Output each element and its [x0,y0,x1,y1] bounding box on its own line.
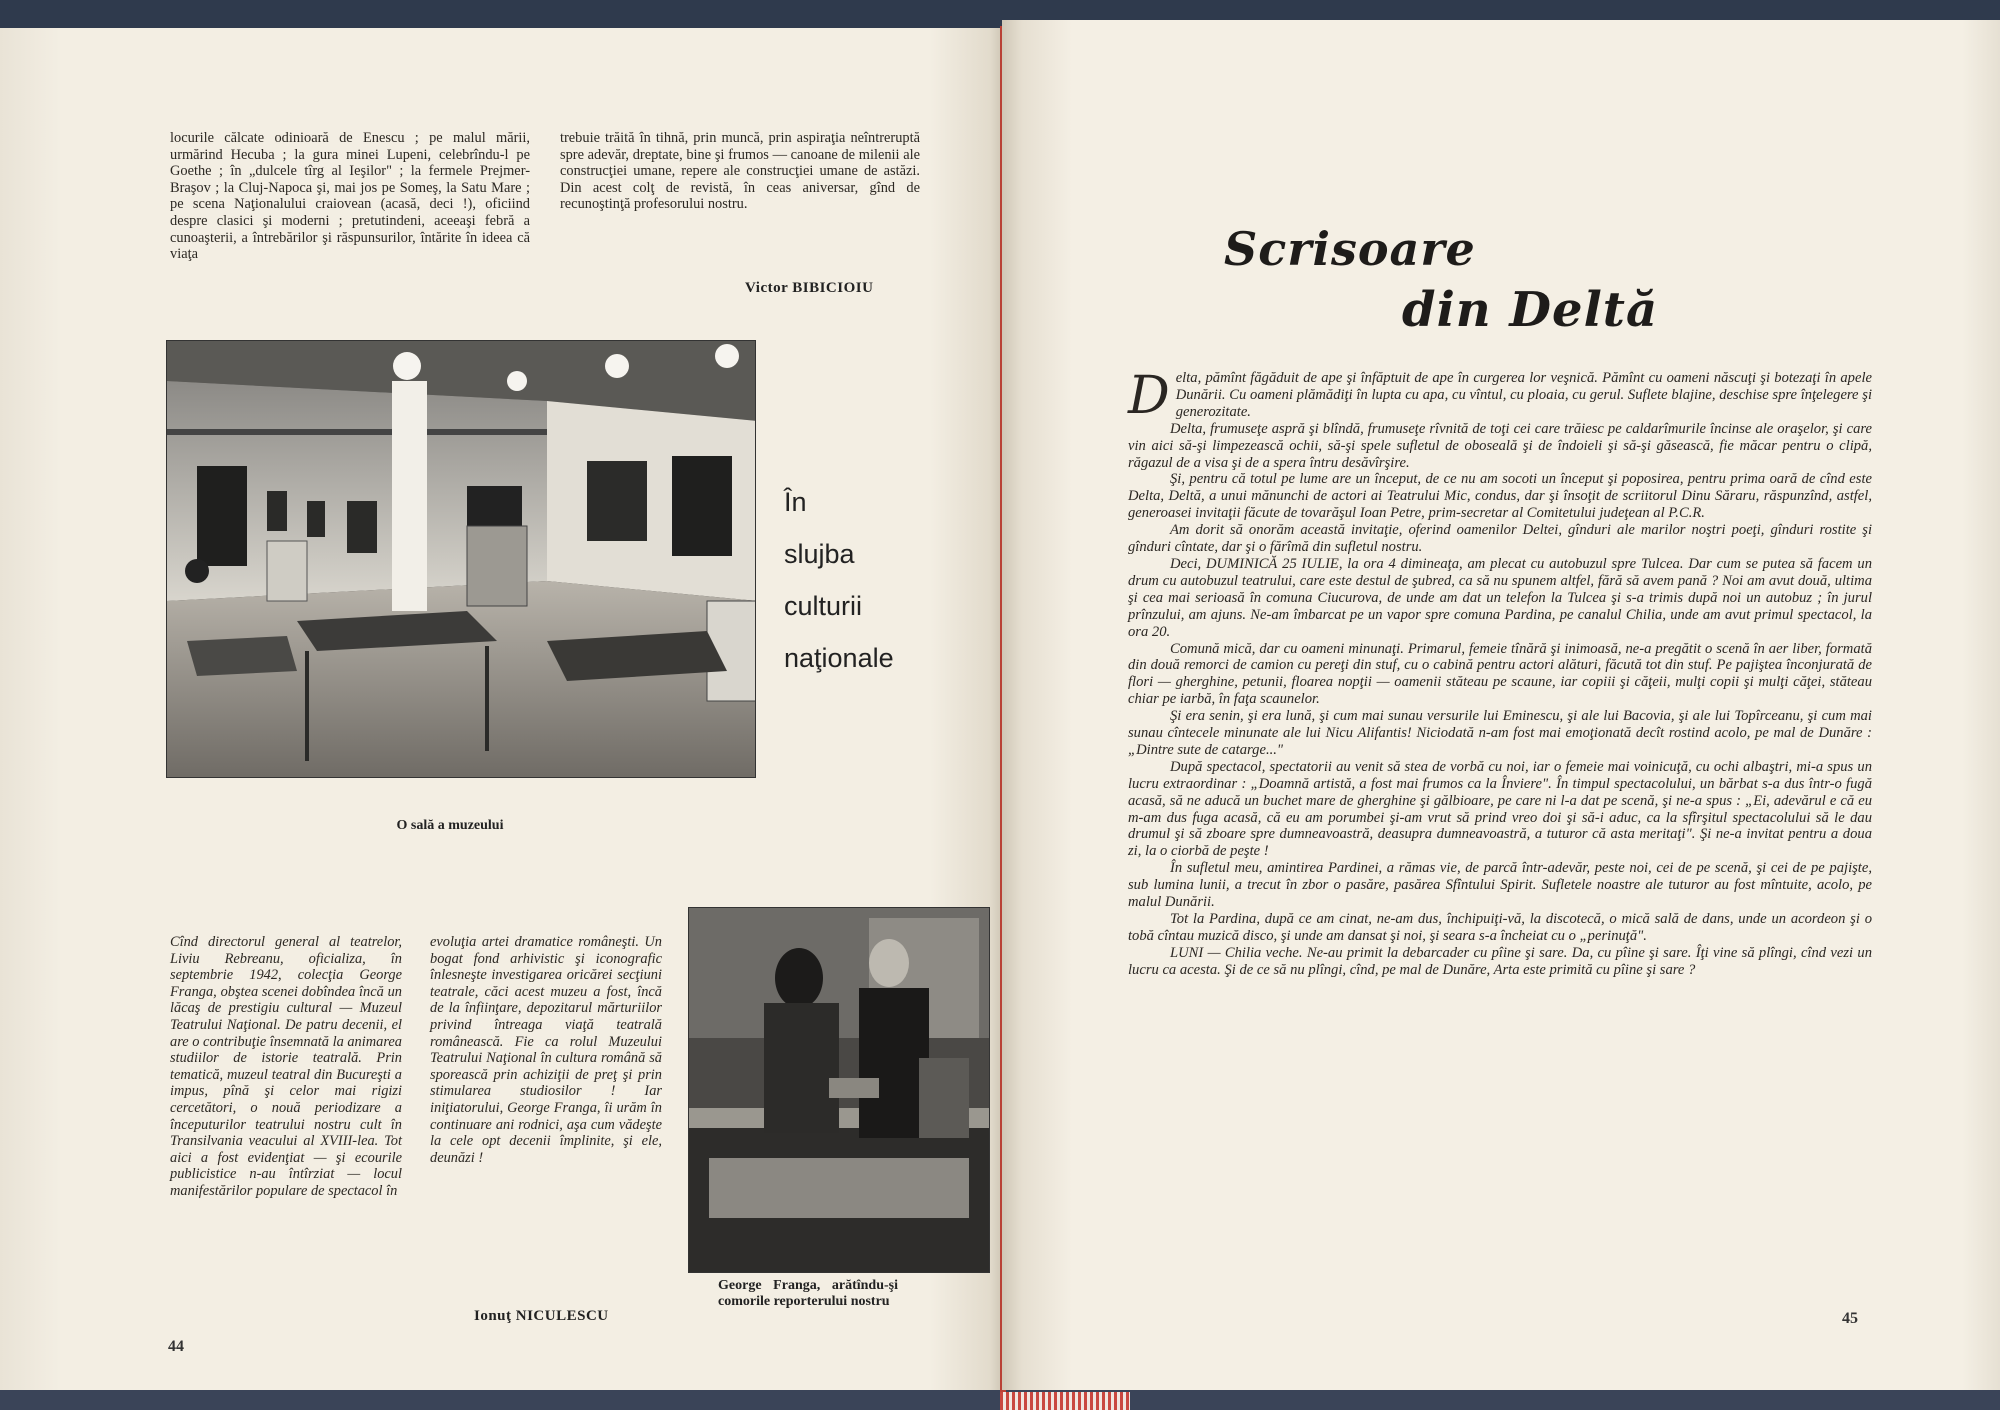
paragraph-7: Şi era senin, şi era lună, şi cum mai sunau versurile lui Eminescu, şi ale lui Bacovia, şi ale lui Topîrceanu, şi cum mai sunau cîntecele minunate ale lui Nicu Alifantis! Niciodată n-am fost mai emoţionată decît rostind acolo, pe mal de Dunăre : „Dintre sute de catarge..." [1128,708,1872,758]
right-page [1002,20,2000,1390]
paragraph-2: Delta, frumuseţe aspră şi blîndă, frumuseţe rîvnită de toţi cei care trăiesc pe caldarîmurile încinse ale oraşelor, şi care vin aici să-şi limpezească ochii, să-şi spele sufletul de oboseală şi de îndoieli şi să-şi găsească, fie măcar pentru o clipă, răgazul de a visa şi de a spera întru desăvîrşire. [1128,420,1872,471]
bottom-column-2: evoluţia artei dramatice româneşti. Un bogat fond arhivistic şi iconografic înlesneşte investigarea oricărei secţiuni teatrale, căci acest muzeu a fost, încă de la înfiinţare, depozitarul mărturiilor privind întreaga viaţă teatrală românească. Fie ca rolul Muzeului Teatrului Naţional în cultura română să sporească prin achiziţii de preţ şi prin stimularea studiosilor ! Iar iniţiatorului, George Franga, îi urăm în continuare ani rodnici, aşa cum vădeşte la cele opt decenii împlinite, şi ele, deunăzi ! [430,934,662,1166]
drop-cap: D [1128,366,1170,426]
george-franga-image [689,908,990,1273]
george-franga-caption-text: George Franga, arătîndu-şi comorile reporterului nostru [718,1278,898,1309]
paragraph-8: După spectacol, spectatorii au venit să stea de vorbă cu noi, iar o femeie mai voinicuţă, cu ochi albaştri, mi-a spus un lucru extraordinar : „Doamnă artistă, a fost mai frumos ca la Înviere". În timpul spectacolului, un bărbat s-a dus într-o fugă acasă, să ne aducă un buchet mare de gherghine şi gălbioare, pe care ni l-a dat pe scenă, şi ne-a spus : „Ei, adevărul e că eu m-am dus fuga acasă, că eu am porumbei şi-am vrut să prind vreo doi şi să-i aduc, ca la sfîrşitul spectacolului să le dau drumul şi să zboare spre dumneavoastră, deasupra dumneavoastră, a tuturor că asta meritaţi". Şi ne-a invitat pentru a doua zi, la o ciorbă de peşte ! [1128,758,1872,860]
george-franga-caption [718,1278,898,1310]
bottom-column-1: Cînd directorul general al teatrelor, Liviu Rebreanu, oficializa, în septembrie 1942, colecţia George Franga, obştea scenei dobîndea încă un lăcaş de prestigiu cultural — Muzeul Teatrului Naţional. De patru decenii, el are o contribuţie însemnată la animarea studiilor de istorie teatrală. Prin tematică, muzeul teatral din Bucureşti a impus, pînă şi celor mai rigizi cercetători, o nouă periodizare a începuturilor teatrului nostru cult în Transilvania veacului al XVIII-lea. Tot aici a fost evidenţiat — şi ecourile publicistice n-au întîrziat — locul manifestărilor populare de spectacol în [170,934,402,1199]
george-franga-photo [688,907,990,1273]
paragraph-9: În sufletul meu, amintirea Pardinei, a rămas vie, de parcă într-adevăr, peste noi, cei de pe scenă, şi cei de pe pajişte, sub lumina lunii, a trecut în zbor o pasăre, pasărea Sfîntului Spirit. Sufletele noastre ale tuturor au fost mîntuite, acolo, pe malul Dunării. [1128,860,1872,911]
top-column-1: locurile călcate odinioară de Enescu ; pe malul mării, urmărind Hecuba ; la gura minei Lupeni, celebrîndu-l pe Goethe ; în „dulcele tîrg al Ieşilor" ; la fermele Prejmer-Braşov ; la Cluj-Napoca şi, mai jos pe Someş, la Satu Mare ; pe scena Naţionalului craiovean (acasă, deci !), oficiind despre clasici şi moderni ; pretutindeni, aceeaşi febră a cunoaşterii, a întrebărilor şi răspunsurilor, întărite în ideea că viaţa [170,130,530,263]
paragraph-5: Deci, DUMINICĂ 25 IULIE, la ora 4 dimineaţa, am plecat cu autobuzul spre Tulcea. Dar cum se putea să facem un drum cu autobuzul teatrului, care este destul de şubred, ca să nu spunem altfel, fără să avem pană ? Noi am avut două, ultima şi cea mai serioasă în comuna Ciucurova, de unde am dat un telefon la Tulcea şi s-a trimis după noi un autobuz ; în jurul prînzului, am ajuns. Ne-am îmbarcat pe un vapor spre comuna Pardina, pe canalul Chilia, unde am avut primul spectacol, la ora 20. [1128,555,1872,640]
article-title-line-2: din Deltă [1402,282,1659,338]
museum-hall-caption: O sală a muzeului [396,818,504,833]
section-title-line-3: culturii [784,591,863,621]
article-body [1128,366,1872,979]
article-title-line-1: Scrisoare [1224,222,1476,276]
paragraph-1-text: elta, pămînt făgăduit de ape şi înfăptuit de ape în curgerea lor veşnică. Pămînt cu oameni născuţi şi botezaţi în apele Dunării. Cu oameni plămădiţi în lupta cu apa, cu vîntul, cu ploaia, cu gerul. Suflete blajine, deschise spre înţelegere şi generozitate. [1175,370,1872,420]
section-title-line-4: naţionale [784,643,894,673]
left-page [0,28,1002,1390]
paragraph-6: Comună mică, dar cu oameni minunaţi. Primarul, femeie tînără şi inimoasă, ne-a pregătit o scenă în aer liber, formată din două remorci de camion cu pereţi din stuf, cu o cabină pentru actori alături, făcută tot din stuf. Pe pajiştea înconjurată de flori — gherghine, petunii, floarea nopţii — oamenii stăteau pe scaune, iar copiii şi căţeii, mulţi copii şi mulţi căţei, stăteau chiar pe iarbă, în faţa scaunelor. [1128,640,1872,708]
paragraph-3: Şi, pentru că totul pe lume are un început, de ce nu am socoti un început şi poposirea, pentru prima oară de cînd este Delta, Deltă, a unui mănunchi de actori ai Teatrului Mic, condus, dar şi însoţit de scriitorul Dinu Săraru, răspunzînd, astfel, generoasei invitaţii făcute de tovarăşul Ioan Petre, prim-secretar al Comitetului judeţean al P.C.R. [1128,471,1872,522]
top-column-2: trebuie trăită în tihnă, prin muncă, prin aspiraţia neîntreruptă spre adevăr, dreptate, bine şi frumos — canoane de milenii ale construcţiei umane, repere ale construcţiei umane de astăzi. Din acest colţ de revistă, în ceas aniversar, gînd de recunoştinţă profesorului nostru. [560,130,920,213]
page-number-right: 45 [1842,1310,1858,1327]
paragraph-4: Am dorit să onorăm această invitaţie, oferind oamenilor Deltei, gînduri ale marilor noştri poeţi, gînduri rostite şi gînduri cîntate, dar şi o fărîmă din sufletul nostru. [1128,522,1872,556]
author-bibicioiu: Victor BIBICIOIU [745,280,874,296]
author-niculescu: Ionuţ NICULESCU [474,1308,609,1324]
section-title-line-1: În [784,487,807,517]
spine-ribbon [1000,1392,1130,1410]
page-number-left: 44 [168,1338,184,1355]
museum-hall-image [167,341,756,778]
paragraph-10: Tot la Pardina, după ce am cinat, ne-am dus, închipuiţi-vă, la discotecă, o mică sală de dans, unde un acordeon şi o tobă cîntau muzică disco, şi unde am dansat şi noi, şi seara s-a încheiat cu o „perinuţă". [1128,911,1872,944]
paragraph-1 [1128,366,1872,426]
section-title-line-2: slujba [784,539,855,569]
museum-hall-photo [166,340,756,778]
paragraph-11: LUNI — Chilia veche. Ne-au primit la debarcader cu pîine şi sare. Da, cu pîine şi sare. Îţi vine să plîngi, cînd vezi un lucru ca acesta. Şi de ce să nu plîngi, cînd, pe mal de Dunăre, Arta este primită cu pîine şi sare ? [1128,944,1872,978]
